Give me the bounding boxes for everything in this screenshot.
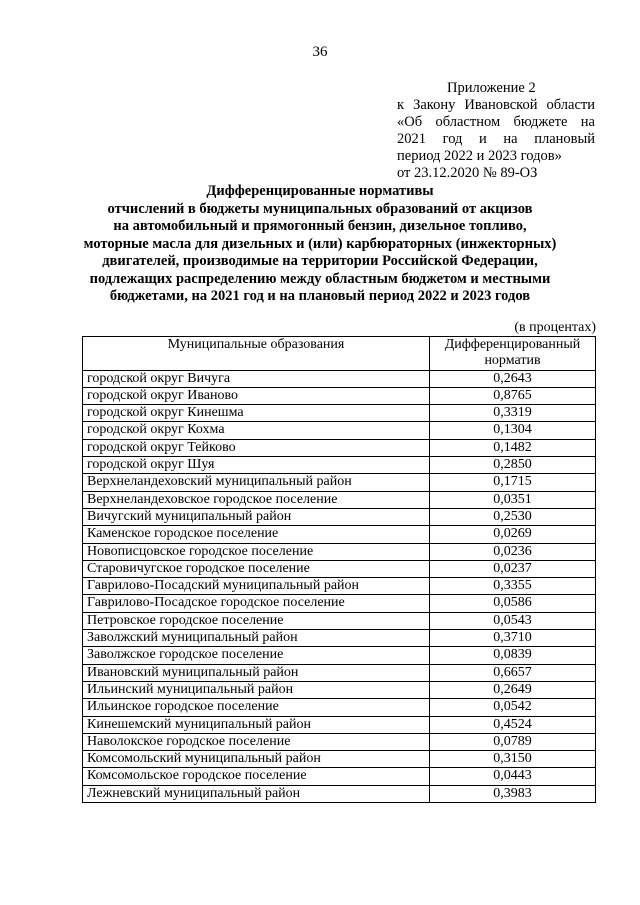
table-row [83,474,596,491]
norm-value-cell: 0,4524 [430,716,596,733]
norm-value-cell: 0,3710 [430,630,596,647]
norm-value-cell: 0,8765 [430,387,596,404]
table-row [83,457,596,474]
table-row [83,681,596,698]
table-row [83,647,596,664]
appendix-line: от 23.12.2020 № 89-ОЗ [397,165,538,181]
municipality-cell: Вичугский муниципальный район [83,508,430,525]
appendix-block [397,80,595,182]
norm-value-cell: 0,0237 [430,560,596,577]
norm-value-cell: 0,0269 [430,526,596,543]
municipality-cell: городской округ Шуя [83,457,430,474]
table-body [83,370,596,802]
table-row [83,543,596,560]
norm-value-cell: 0,0543 [430,612,596,629]
table-header-row [83,337,596,371]
municipality-cell: Ильинское городское поселение [83,699,430,716]
table-row [83,439,596,456]
table-row [83,716,596,733]
appendix-line: 2021 год и на плановый [397,131,595,147]
norm-value-cell: 0,0586 [430,595,596,612]
municipality-cell: Ивановский муниципальный район [83,664,430,681]
municipality-cell: Старовичугское городское поселение [83,560,430,577]
table-row [83,785,596,802]
table-row [83,370,596,387]
norm-value-cell: 0,1482 [430,439,596,456]
document-title [60,183,580,306]
title-line: Дифференцированные нормативы [206,183,434,199]
table-row [83,560,596,577]
title-line: моторные масла для дизельных и (или) карбюраторных (инжекторных) [83,235,557,252]
municipality-cell: Ильинский муниципальный район [83,681,430,698]
appendix-line: к Закону Ивановской области [397,97,595,113]
municipality-cell: Наволокское городское поселение [83,733,430,750]
page-number: 36 [312,44,328,60]
municipality-cell: городской округ Иваново [83,387,430,404]
table-row [83,508,596,525]
norm-value-cell: 0,0839 [430,647,596,664]
municipality-cell: Гаврилово-Посадский муниципальный район [83,578,430,595]
table-row [83,664,596,681]
norm-value-cell: 0,3983 [430,785,596,802]
title-line: двигателей, производимые на территории Российской Федерации, [102,253,538,269]
municipality-cell: Комсомольское городское поселение [83,768,430,785]
header-norm: Дифференцированный норматив [430,337,596,371]
table-row [83,733,596,750]
municipality-cell: Заволжское городское поселение [83,647,430,664]
norm-value-cell: 0,1304 [430,422,596,439]
norm-value-cell: 0,2643 [430,370,596,387]
norm-value-cell: 0,1715 [430,474,596,491]
table-row [83,630,596,647]
norm-value-cell: 0,0542 [430,699,596,716]
table-row [83,405,596,422]
appendix-line: «Об областном бюджете на [397,114,595,130]
title-line: бюджетами, на 2021 год и на плановый период 2022 и 2023 годов [109,288,531,304]
municipality-cell: Верхнеландеховский муниципальный район [83,474,430,491]
title-line: подлежащих распределению между областным бюджетом и местными [89,270,551,287]
municipality-cell: Каменское городское поселение [83,526,430,543]
norm-value-cell: 0,2649 [430,681,596,698]
municipality-cell: Петровское городское поселение [83,612,430,629]
table-row [83,578,596,595]
norm-value-cell: 0,0351 [430,491,596,508]
header-municipality: Муниципальные образования [83,337,430,371]
norm-value-cell: 0,6657 [430,664,596,681]
municipality-cell: Лежневский муниципальный район [83,785,430,802]
table-row [83,612,596,629]
table-row [83,526,596,543]
appendix-line: Приложение 2 [447,80,536,96]
norm-value-cell: 0,0443 [430,768,596,785]
table-row [83,751,596,768]
municipality-cell: Верхнеландеховское городское поселение [83,491,430,508]
table-row [83,491,596,508]
municipality-cell: Заволжский муниципальный район [83,630,430,647]
norms-table [82,336,596,803]
municipality-cell: городской округ Кохма [83,422,430,439]
municipality-cell: Новописцовское городское поселение [83,543,430,560]
municipality-cell: городской округ Вичуга [83,370,430,387]
norm-value-cell: 0,0236 [430,543,596,560]
norm-value-cell: 0,3150 [430,751,596,768]
table-row [83,595,596,612]
table-row [83,768,596,785]
municipality-cell: городской округ Тейково [83,439,430,456]
norm-value-cell: 0,2530 [430,508,596,525]
norm-value-cell: 0,2850 [430,457,596,474]
table-row [83,422,596,439]
municipality-cell: Кинешемский муниципальный район [83,716,430,733]
appendix-line: период 2022 и 2023 годов» [397,148,562,164]
municipality-cell: Гаврилово-Посадское городское поселение [83,595,430,612]
norm-value-cell: 0,3319 [430,405,596,422]
municipality-cell: Комсомольский муниципальный район [83,751,430,768]
title-line: отчислений в бюджеты муниципальных образований от акцизов [107,200,533,217]
norm-value-cell: 0,3355 [430,578,596,595]
table-row [83,387,596,404]
municipality-cell: городской округ Кинешма [83,405,430,422]
norm-value-cell: 0,0789 [430,733,596,750]
table-row [83,699,596,716]
title-line: на автомобильный и прямогонный бензин, дизельное топливо, [113,218,527,234]
unit-note: (в процентах) [514,320,596,335]
